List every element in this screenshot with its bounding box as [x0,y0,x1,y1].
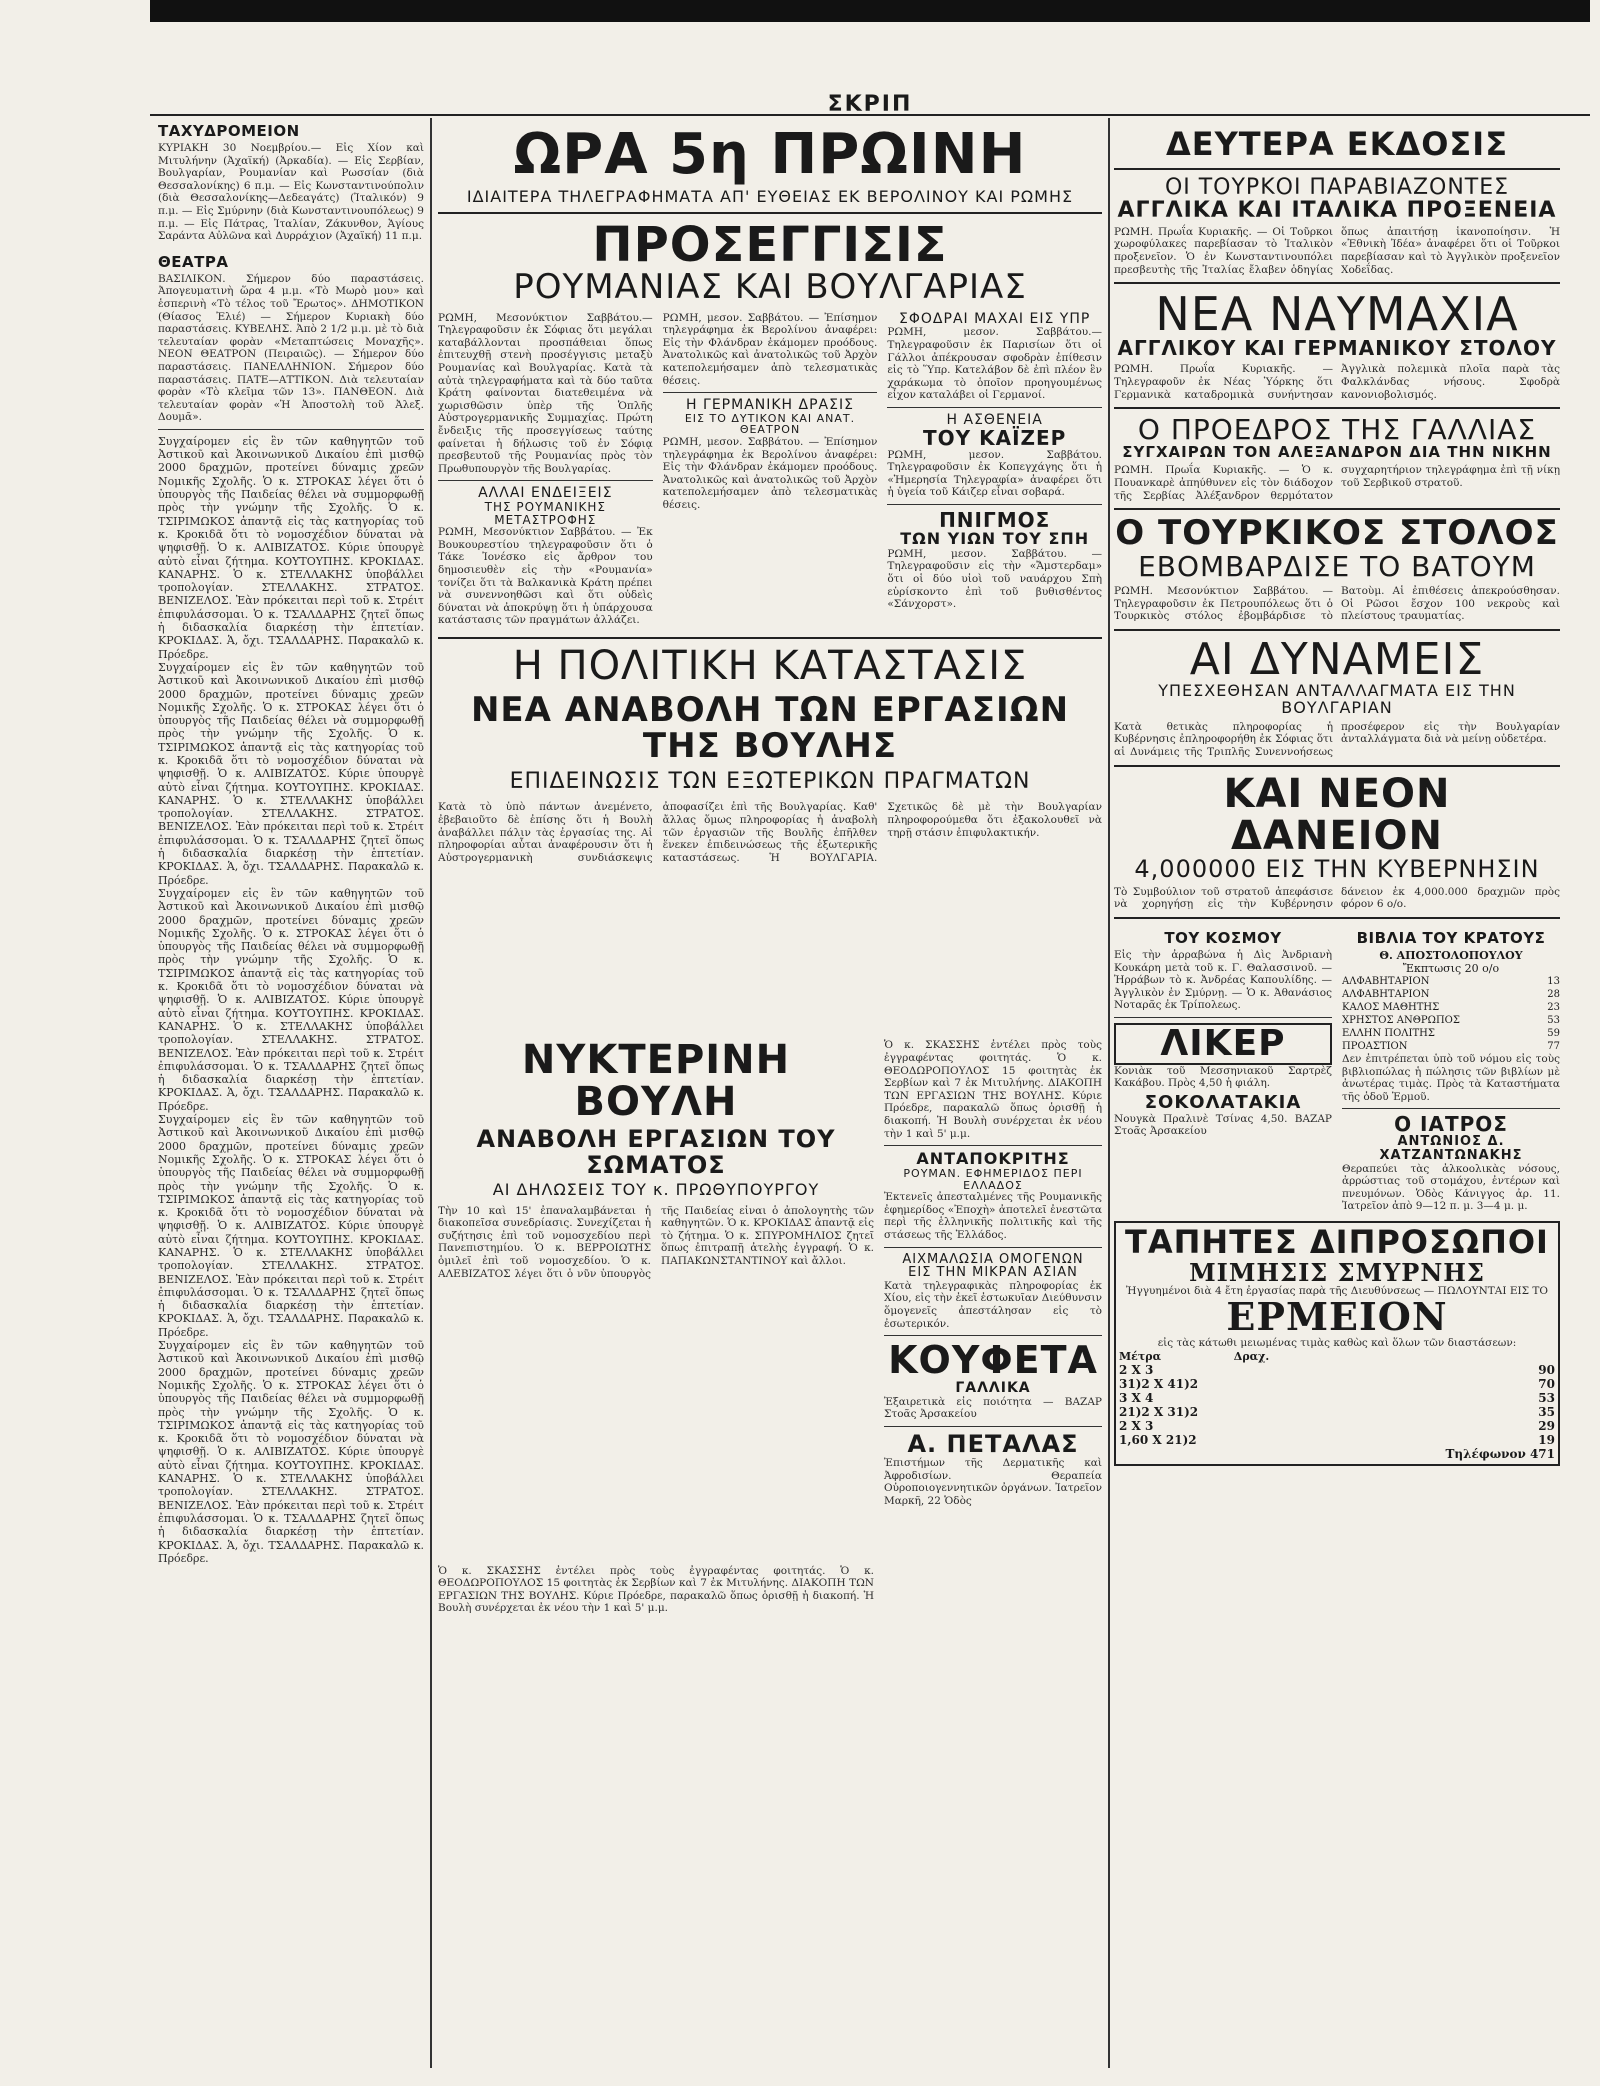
article-rapprochement: ΡΩΜΗ, Μεσονύκτιον Σαββάτου.—Τηλεγραφοῦσιν ἐκ Σόφιας ὅτι μεγάλαι καταβάλλονται προσπάθειαι ὅπως ἐπιτευχθῇ στενὴ προσέγγισις μεταξὺ Ρουμανίας καὶ Βουλγαρίας. Κατὰ τὰ αὐτὰ τηλεγραφήματα καὶ τὰ δύο ταῦτα Κράτη φαίνονται διατεθειμένα νὰ χωρισθῶσιν ὑπὲρ τῆς Ὁπλῆς Αὐστρογερμανικῆς Συμμαχίας. Πρώτη ἔνδειξις τῆς προσεγγίσεως ταύτης φαίνεται ἡ δήλωσις τοῦ ἐν Σόφιᾳ πρεσβευτοῦ τῆς Ρουμανίας πρὸς τὸν Πρωθυπουργὸν τῆς Βουλγαρίας. [438,311,653,475]
parliament-debate-text-repeat: Συγχαίρομεν εἰς ἓν τῶν καθηγητῶν τοῦ Ἀστικοῦ καὶ Ἀκοινωνικοῦ Δικαίου ἐπὶ μισθῷ 2000 δραχμῶν, προτείνει δύναμις χρεῶν Νομικῆς Σχολῆς. Ὁ κ. ΣΤΡΟΚΑΣ λέγει ὅτι ὁ ὑπουργὸς τῆς Παιδείας θέλει νὰ συμμορφωθῇ πρὸς τὴν γνώμην τῆς Σχολῆς. Ὁ κ. ΤΣΙΡΙΜΩΚΟΣ ἀπαντᾷ εἰς τὰς κατηγορίας τοῦ κ. Κροκιδᾶ ὅτι τὸ νομοσχέδιον δύναται νὰ ψηφισθῇ. Ὁ κ. ΑΛΙΒΙΖΑΤΟΣ. Κύριε ὑπουργὲ αὐτὸ εἶναι ζήτημα. ΚΟΥΤΟΥΠΗΣ. ΚΡΟΚΙΔΑΣ. ΚΑΝΑΡΗΣ. Ὁ κ. ΣΤΕΛΛΑΚΗΣ ὑποβάλλει τροπολογίαν. ΣΤΕΛΛΑΚΗΣ. ΣΤΡΑΤΟΣ. ΒΕΝΙΖΕΛΟΣ. Ἐὰν πρόκειται περὶ τοῦ κ. Στρέιτ ἐπιφυλάσσομαι. Ὁ κ. ΤΣΑΛΔΑΡΗΣ ζητεῖ ὅπως ἡ διδασκαλία διαρκέσῃ τὴν ἑπτετίαν. ΚΡΟΚΙΔΑΣ. Ἁ, ὄχι. ΤΣΑΛΔΑΡΗΣ. Παρακαλῶ κ. Πρόεδρε. [158,1339,424,1565]
article-night-session-continued: Ὁ κ. ΣΚΑΣΣΗΣ ἐντέλει πρὸς τοὺς ἐγγραφέντας φοιτητάς. Ὁ κ. ΘΕΟΔΩΡΟΠΟΥΛΟΣ 15 φοιτητὰς ἐκ Σερβίων καὶ 7 ἐκ Μιτυλήνης. ΔΙΑΚΟΠΗ ΤΩΝ ΕΡΓΑΣΙΩΝ ΤΗΣ ΒΟΥΛΗΣ. Κύριε Πρόεδρε, παρακαλῶ ὅπως ὁρισθῇ ἡ διακοπή. Ἡ Βουλὴ συνέρχεται ἐκ νέου τὴν 1 καὶ 5' μ.μ. [438,1564,874,1615]
post-text: ΚΥΡΙΑΚΗ 30 Νοεμβρίου.— Εἰς Χίον καὶ Μιτυλήνην (Ἀχαϊκή) (Ἀρκαδία). — Εἰς Σερβίαν, Βουλγαρίαν, Ρουμανίαν καὶ Ρωσσίαν (διὰ Θεσσαλονίκης) 6 π.μ. — Εἰς Κωνσταντινούπολιν (διὰ Θεσσαλονίκης—Δεδεαγάτς) (Ἰταλικόν) 9 π.μ. — Εἰς Σμύρνην (διὰ Κωνσταντινουπόλεως) 9 π.μ. — Εἰς Πάτρας, Ἰταλίαν, Ζάκυνθον, Ἁγίους Σαράντα Αὐλῶνα καὶ Δυρράχιον (Ἀχαϊκή) 11 π.μ. [158,142,424,243]
book-row [1342,975,1560,988]
headline-rapprochement: ΠΡΟΣΕΓΓΙΣΙΣ [592,216,948,273]
divider [438,480,653,481]
price-row [1119,1363,1555,1377]
phone-number: Τηλέφωνον 471 [1445,1446,1555,1461]
books-title: ΒΙΒΛΙΑ ΤΟΥ ΚΡΑΤΟΥΣ [1356,928,1546,947]
captivity-subtitle: ΕΙΣ ΤΗΝ ΜΙΚΡΑΝ ΑΣΙΑΝ [908,1265,1078,1281]
divider [1114,629,1560,631]
article-illness: ΡΩΜΗ, μεσον. Σαββάτου. Τηλεγραφοῦσιν ἐκ Κοπεγχάγης ὅτι ἡ «Ἡμερησία Τηλεγραφία» ἀναφέρει ὅτι ἡ ὑγεία τοῦ Κάιζερ εἶναι σοβαρά. [887,448,1102,499]
rug-size: 2 Χ 3 [1119,1418,1154,1433]
ad-koufeta-title: ΚΟΥΦΕΤΑ [888,1338,1098,1383]
price-header: Μέτρα Δραχ. [1119,1349,1270,1363]
ad-chocolates-title: ΣΟΚΟΛΑΤΑΚΙΑ [1144,1091,1302,1113]
book-name: ΠΡΟΑΣΤΙΟΝ [1342,1040,1408,1052]
column-right [1114,118,1560,2078]
ad-petalas-title: Α. ΠΕΤΑΛΑΣ [907,1429,1079,1458]
headline-powers: ΑΙ ΔΥΝΑΜΕΙΣ [1189,634,1485,686]
book-name: ΑΛΦΑΒΗΤΑΡΙΟΝ [1342,975,1430,987]
rug-price: 35 [1538,1404,1555,1419]
headline-french-president: Ο ΠΡΟΕΔΡΟΣ ΤΗΣ ΓΑΛΛΙΑΣ [1137,413,1537,447]
parliament-debate-text-repeat: Συγχαίρομεν εἰς ἓν τῶν καθηγητῶν τοῦ Ἀστικοῦ καὶ Ἀκοινωνικοῦ Δικαίου ἐπὶ μισθῷ 2000 δραχμῶν, προτείνει δύναμις χρεῶν Νομικῆς Σχολῆς. Ὁ κ. ΣΤΡΟΚΑΣ λέγει ὅτι ὁ ὑπουργὸς τῆς Παιδείας θέλει νὰ συμμορφωθῇ πρὸς τὴν γνώμην τῆς Σχολῆς. Ὁ κ. ΤΣΙΡΙΜΩΚΟΣ ἀπαντᾷ εἰς τὰς κατηγορίας τοῦ κ. Κροκιδᾶ ὅτι τὸ νομοσχέδιον δύναται νὰ ψηφισθῇ. Ὁ κ. ΑΛΙΒΙΖΑΤΟΣ. Κύριε ὑπουργὲ αὐτὸ εἶναι ζήτημα. ΚΟΥΤΟΥΠΗΣ. ΚΡΟΚΙΔΑΣ. ΚΑΝΑΡΗΣ. Ὁ κ. ΣΤΕΛΛΑΚΗΣ ὑποβάλλει τροπολογίαν. ΣΤΕΛΛΑΚΗΣ. ΣΤΡΑΤΟΣ. ΒΕΝΙΖΕΛΟΣ. Ἐὰν πρόκειται περὶ τοῦ κ. Στρέιτ ἐπιφυλάσσομαι. Ὁ κ. ΤΣΑΛΔΑΡΗΣ ζητεῖ ὅπως ἡ διδασκαλία διαρκέσῃ τὴν ἑπτετίαν. ΚΡΟΚΙΔΑΣ. Ἁ, ὄχι. ΤΣΑΛΔΑΡΗΣ. Παρακαλῶ κ. Πρόεδρε. [158,660,424,887]
illness-title: Η ΑΣΘΕΝΕΙΑ [946,411,1043,428]
column-center [438,118,1102,2078]
divider [1114,917,1560,919]
divider [1342,1108,1560,1109]
divider [1114,407,1560,409]
divider [887,407,1102,408]
rug-price: 19 [1538,1432,1555,1447]
headline-foreign-affairs: ΕΠΙΔΕΙΝΩΣΙΣ ΤΩΝ ΕΞΩΤΕΡΙΚΩΝ ΠΡΑΓΜΑΤΩΝ [509,769,1031,795]
book-price: 53 [1547,1014,1560,1026]
illness-subtitle: ΤΟΥ ΚΑΪΖΕΡ [923,425,1067,450]
society-title: ΤΟΥ ΚΟΣΜΟΥ [1164,928,1282,947]
article-captivity: Κατὰ τηλεγραφικὰς πληροφορίας ἐκ Χίου, εἰς τὴν ἐκεῖ ἐστωκυῖαν Διεύθυνσιν ὅμογενεῖς ἀπεστάλησαν εἰς τὸ ἐσωτερικόν. [884,1279,1102,1330]
divider [884,1145,1102,1146]
book-row [1342,1014,1560,1027]
headline-congratulates: ΣΥΓΧΑΙΡΩΝ ΤΟΝ ΑΛΕΞΑΝΔΡΟΝ ΔΙΑ ΤΗΝ ΝΙΚΗΝ [1122,442,1552,461]
drowning-subtitle: ΤΩΝ ΥΙΩΝ ΤΟΥ ΣΠΗ [900,528,1090,548]
divider [1114,508,1560,510]
books-list [1342,975,1560,1053]
ad-rugs-note: Ἠγγυημένοι διὰ 4 ἔτη ἐργασίας παρὰ τῆς Διευθύνσεως — ΠΩΛΟΥΝΤΑΙ ΕΙΣ ΤΟ [1125,1284,1549,1297]
article-french-president: ΡΩΜΗ. Πρωΐα Κυριακῆς. — Ὁ κ. Πουανκαρὲ ἀπηύθυνεν εἰς τὸν διάδοχον τῆς Σερβίας Ἀλέξανδρον θερμότατον συγχαρητήριον τηλεγράφημα ἐπὶ τῇ νίκῃ τοῦ Σερβικοῦ στρατοῦ. [1114,464,1560,502]
rug-size: 31)2 Χ 41)2 [1119,1376,1199,1391]
article-german-action: ΡΩΜΗ, μεσον. Σαββάτου. — Ἐπίσημον τηλεγράφημα ἐκ Βερολίνου ἀναφέρει: Εἰς τὴν Φλάνδραν ἐκάμομεν προόδους. Ἀνατολικῶς καὶ ἀνατολικῶς τοῦ Ἀρχὸν κατεπολεμήσαμεν ἀπὸ τελεσματικὰς θέσεις. [662,436,878,511]
article-political-situation: Κατὰ τὸ ὑπὸ πάντων ἀνεμένετο, ἐβεβαιοῦτο δὲ ἐπίσης ὅτι ἡ Βουλὴ ἀναβάλλει πάλιν τὰς ἐργασίας της. Αἱ πληροφορίαι αὗται ἀναφέρουσιν ὅτι ἡ Αὐστρογερμανικὴ συνδιάσκεψις ἀποφασίζει ἐπὶ τῆς Βουλγαρίας. Καθ' ἄλλας ὅμως πληροφορίας ἡ ἀναβολὴ τῶν ἐργασιῶν τῆς Βουλῆς ἐπῆλθεν ἕνεκεν ἐπιδεινώσεως τῆς ἐξωτερικῆς καταστάσεως. Ἡ ΒΟΥΛΓΑΡΙΑ. Σχετικῶς δὲ μὲ τὴν Βουλγαρίαν πληροφορούμεθα ὅτι ἐξακολουθεῖ νὰ τηρῇ στάσιν ἐπιφυλακτικήν. [438,801,1102,864]
divider [438,212,1102,214]
parliament-debate-text-repeat: Συγχαίρομεν εἰς ἓν τῶν καθηγητῶν τοῦ Ἀστικοῦ καὶ Ἀκοινωνικοῦ Δικαίου ἐπὶ μισθῷ 2000 δραχμῶν, προτείνει δύναμις χρεῶν Νομικῆς Σχολῆς. Ὁ κ. ΣΤΡΟΚΑΣ λέγει ὅτι ὁ ὑπουργὸς τῆς Παιδείας θέλει νὰ συμμορφωθῇ πρὸς τὴν γνώμην τῆς Σχολῆς. Ὁ κ. ΤΣΙΡΙΜΩΚΟΣ ἀπαντᾷ εἰς τὰς κατηγορίας τοῦ κ. Κροκιδᾶ ὅτι τὸ νομοσχέδιον δύναται νὰ ψηφισθῇ. Ὁ κ. ΑΛΙΒΙΖΑΤΟΣ. Κύριε ὑπουργὲ αὐτὸ εἶναι ζήτημα. ΚΟΥΤΟΥΠΗΣ. ΚΡΟΚΙΔΑΣ. ΚΑΝΑΡΗΣ. Ὁ κ. ΣΤΕΛΛΑΚΗΣ ὑποβάλλει τροπολογίαν. ΣΤΕΛΛΑΚΗΣ. ΣΤΡΑΤΟΣ. ΒΕΝΙΖΕΛΟΣ. Ἐὰν πρόκειται περὶ τοῦ κ. Στρέιτ ἐπιφυλάσσομαι. Ὁ κ. ΤΣΑΛΔΑΡΗΣ ζητεῖ ὅπως ἡ διδασκαλία διαρκέσῃ τὴν ἑπτετίαν. ΚΡΟΚΙΔΑΣ. Ἁ, ὄχι. ΤΣΑΛΔΑΡΗΣ. Παρακαλῶ κ. Πρόεδρε. [158,886,424,1113]
doctor-name: ΑΝΤΩΝΙΟΣ Δ. ΧΑΤΖΑΝΤΩΝΑΚΗΣ [1379,1134,1523,1163]
ad-petalas-text: Ἐπιστήμων τῆς Δερματικῆς καὶ Ἀφροδισίων. Θεραπεία Οὐροποιογεννητικῶν ὀργάνων. Ἰατρεῖον Μαρκῆ, 22 Ὁδὸς [884,1457,1102,1507]
headline-political-situation: Η ΠΟΛΙΤΙΚΗ ΚΑΤΑΣΤΑΣΙΣ [512,643,1028,690]
divider [438,637,1102,639]
masthead [150,92,1590,117]
divider [1114,168,1560,170]
other-signs-title: ΑΛΛΑΙ ΕΝΔΕΙΞΕΙΣ [478,485,613,502]
headline-turks-violating: ΟΙ ΤΟΥΡΚΟΙ ΠΑΡΑΒΙΑΖΟΝΤΕΣ [1164,174,1510,200]
price-list [1119,1363,1555,1447]
subhead-telegrams: ΙΔΙΑΙΤΕΡΑ ΤΗΛΕΓΡΑΦΗΜΑΤΑ ΑΠ' ΕΥΘΕΙΑΣ ΕΚ ΒΕΡΟΛΙΝΟΥ ΚΑΙ ΡΩΜΗΣ [466,186,1074,206]
article-turkish-fleet: ΡΩΜΗ. Μεσονύκτιον Σαββάτου. — Τηλεγραφοῦσιν ἐκ Πετρουπόλεως ὅτι ὁ Τουρκικὸς στόλος ἐβομβάρδισε τὸ Βατοὺμ. Αἱ ἐπιθέσεις ἀπεκρούσθησαν. Οἱ Ρῶσοι ἔσχον 100 νεκροὺς καὶ πλείστους τραυματίας. [1114,585,1560,623]
top-black-bar [150,0,1590,22]
headline-session-postponed: ΑΝΑΒΟΛΗ ΕΡΓΑΣΙΩΝ ΤΟΥ ΣΩΜΑΤΟΣ [476,1125,836,1179]
parliament-debate-text-repeat: Συγχαίρομεν εἰς ἓν τῶν καθηγητῶν τοῦ Ἀστικοῦ καὶ Ἀκοινωνικοῦ Δικαίου ἐπὶ μισθῷ 2000 δραχμῶν, προτείνει δύναμις χρεῶν Νομικῆς Σχολῆς. Ὁ κ. ΣΤΡΟΚΑΣ λέγει ὅτι ὁ ὑπουργὸς τῆς Παιδείας θέλει νὰ συμμορφωθῇ πρὸς τὴν γνώμην τῆς Σχολῆς. Ὁ κ. ΤΣΙΡΙΜΩΚΟΣ ἀπαντᾷ εἰς τὰς κατηγορίας τοῦ κ. Κροκιδᾶ ὅτι τὸ νομοσχέδιον δύναται νὰ ψηφισθῇ. Ὁ κ. ΑΛΙΒΙΖΑΤΟΣ. Κύριε ὑπουργὲ αὐτὸ εἶναι ζήτημα. ΚΟΥΤΟΥΠΗΣ. ΚΡΟΚΙΔΑΣ. ΚΑΝΑΡΗΣ. Ὁ κ. ΣΤΕΛΛΑΚΗΣ ὑποβάλλει τροπολογίαν. ΣΤΕΛΛΑΚΗΣ. ΣΤΡΑΤΟΣ. ΒΕΝΙΖΕΛΟΣ. Ἐὰν πρόκειται περὶ τοῦ κ. Στρέιτ ἐπιφυλάσσομαι. Ὁ κ. ΤΣΑΛΔΑΡΗΣ ζητεῖ ὅπως ἡ διδασκαλία διαρκέσῃ τὴν ἑπτετίαν. ΚΡΟΚΙΔΑΣ. Ἁ, ὄχι. ΤΣΑΛΔΑΡΗΣ. Παρακαλῶ κ. Πρόεδρε. [158,1113,424,1339]
rug-price: 70 [1538,1376,1555,1391]
headline-naval-battle: ΝΕΑ ΝΑΥΜΑΧΙΑ [1155,287,1519,342]
article-night-session: Τὴν 10 καὶ 15' ἐπαναλαμβάνεται ἡ διακοπεῖσα συνεδρίασις. Συνεχίζεται ἡ συζήτησις ἐπὶ τοῦ νομοσχεδίου περὶ Πανεπιστημίου. Ὁ κ. ΒΕΡΡΟΙΩΤΗΣ ὁμιλεῖ ἐπὶ τοῦ νομοσχεδίου. Ὁ κ. ΑΛΕΒΙΖΑΤΟΣ λέγει ὅτι ὁ νῦν ὑπουργὸς τῆς Παιδείας εἶναι ὁ ἀπολογητὴς τῶν καθηγητῶν. Ὁ κ. ΚΡΟΚΙΔΑΣ ἀπαντᾷ εἰς τὸ ζήτημα. Ὁ κ. ΣΠΥΡΟΜΗΛΙΟΣ ζητεῖ ὅπως ἐπιτραπῇ ἀτελὴς ἐγγραφή. Ὁ κ. ΠΑΠΑΚΩΝΣΤΑΝΤΙΝΟΥ καὶ ἄλλοι. [438,1204,874,1280]
book-name: ΚΑΛΟΣ ΜΑΘΗΤΗΣ [1342,1001,1440,1013]
price-row [1119,1433,1555,1447]
other-signs-subtitle: ΤΗΣ ΡΟΥΜΑΝΙΚΗΣ ΜΕΤΑΣΤΡΟΦΗΣ [484,500,606,527]
post-title: ΤΑΧΥΔΡΟΜΕΙΟΝ [158,122,300,140]
german-action-title: Η ΓΕΡΜΑΝΙΚΗ ΔΡΑΣΙΣ [686,397,854,414]
article-correspondent: Ἐκτενεῖς ἀπεσταλμένες τῆς Ρουμανικῆς ἐφημερίδος «Ἐποχὴ» ἀποτελεῖ ἐνεστῶτα περὶ τῆς ἑλληνικῆς πολιτικῆς καὶ τῆς στάσεως τῆς Ἑλλάδος. [884,1191,1102,1241]
ad-liker-text: Κονιὰκ τοῦ Μεσσηνιακοῦ Σαρτρὲζ Κακάβου. Πρὸς 4,50 ἡ φιάλη. [1114,1064,1332,1090]
column-left [158,118,424,2078]
doctor-title: Ο ΙΑΤΡΟΣ [1394,1112,1508,1137]
headline-fleets: ΑΓΓΛΙΚΟΥ ΚΑΙ ΓΕΡΜΑΝΙΚΟΥ ΣΤΟΛΟΥ [1117,336,1557,361]
headline-new-loan: ΚΑΙ ΝΕΟΝ ΔΑΝΕΙΟΝ [1223,770,1451,859]
article-session-end: Ὁ κ. ΣΚΑΣΣΗΣ ἐντέλει πρὸς τοὺς ἐγγραφέντας φοιτητάς. Ὁ κ. ΘΕΟΔΩΡΟΠΟΥΛΟΣ 15 φοιτητὰς ἐκ Σερβίων καὶ 7 ἐκ Μιτυλήνης. ΔΙΑΚΟΠΗ ΤΩΝ ΕΡΓΑΣΙΩΝ ΤΗΣ ΒΟΥΛΗΣ. Κύριε Πρόεδρε, παρακαλῶ ὅπως ὁρισθῇ ἡ διακοπή. Ἡ Βουλὴ συνέρχεται ἐκ νέου τὴν 1 καὶ 5' μ.μ. [884,1039,1102,1140]
parliament-debate-text: Συγχαίρομεν εἰς ἓν τῶν καθηγητῶν τοῦ Ἀστικοῦ καὶ Ἀκοινωνικοῦ Δικαίου ἐπὶ μισθῷ 2000 δραχμῶν, προτείνει δύναμις χρεῶν Νομικῆς Σχολῆς. Ὁ κ. ΣΤΡΟΚΑΣ λέγει ὅτι ὁ ὑπουργὸς τῆς Παιδείας θέλει νὰ συμμορφωθῇ πρὸς τὴν γνώμην τῆς Σχολῆς. Ὁ κ. ΤΣΙΡΙΜΩΚΟΣ ἀπαντᾷ εἰς τὰς κατηγορίας τοῦ κ. Κροκιδᾶ ὅτι τὸ νομοσχέδιον δύναται νὰ ψηφισθῇ. Ὁ κ. ΑΛΙΒΙΖΑΤΟΣ. Κύριε ὑπουργὲ αὐτὸ εἶναι ζήτημα. ΚΟΥΤΟΥΠΗΣ. ΚΡΟΚΙΔΑΣ. ΚΑΝΑΡΗΣ. Ὁ κ. ΣΤΕΛΛΑΚΗΣ ὑποβάλλει τροπολογίαν. ΣΤΕΛΛΑΚΗΣ. ΣΤΡΑΤΟΣ. ΒΕΝΙΖΕΛΟΣ. Ἐὰν πρόκειται περὶ τοῦ κ. Στρέιτ ἐπιφυλάσσομαι. Ὁ κ. ΤΣΑΛΔΑΡΗΣ ζητεῖ ὅπως ἡ διδασκαλία διαρκέσῃ τὴν ἑπτετίαν. ΚΡΟΚΙΔΑΣ. Ἁ, ὄχι. ΤΣΑΛΔΑΡΗΣ. Παρακαλῶ κ. Πρόεδρε. [158,434,424,661]
headline-loan-amount: 4,000000 ΕΙΣ ΤΗΝ ΚΥΒΕΡΝΗΣΙΝ [1134,854,1540,883]
divider [1114,282,1560,284]
ad-rugs-title: ΤΑΠΗΤΕΣ ΔΙΠΡΟΣΩΠΟΙ [1125,1222,1549,1261]
theatre-text: ΒΑΣΙΛΙΚΟΝ. Σήμερον δύο παραστάσεις. Ἀπογευματινὴ ὥρα 4 μ.μ. «Τὸ Μωρὸ μου» καὶ ἑσπερινὴ «Τὸ τέλος τοῦ Ἔρωτος». ΔΗΜΟΤΙΚΟΝ (Θίασος Ἐλιέ) — Σήμερον Κυριακὴ δύο παραστάσεις. ΚΥΒΕΛΗΣ. Ἀπὸ 2 1/2 μ.μ. μὲ τὸ διὰ τελευταίαν φορὰν «Μεταπτώσεις Μοναχῆς». ΝΕΟΝ ΘΕΑΤΡΟΝ (Πειραιῶς). — Σήμερον δύο παραστάσεις. ΠΑΝΕΛΛΗΝΙΟΝ. Σήμερον δύο παραστάσεις. ΠΑΤΕ—ΑΤΤΙΚΟΝ. Διὰ τελευταίαν φορὰν «Τὸ κλεῖμα τῶν 13». ΠΑΝΘΕΟΝ. Διὰ τελευταίαν φορὰν «Ἡ Ἀποστολὴ τοῦ Ἀλεξ. Δουμᾶ». [158,272,424,424]
article-consulates: ΡΩΜΗ. Πρωΐα Κυριακῆς. — Οἱ Τοῦρκοι χωροφύλακες παρεβίασαν τὸ Ἰταλικὸν προξενεῖον. Ὁ ἐν Κωνσταντινουπόλει πρεσβευτὴς τῆς Ἰταλίας ἔλαβεν ὁδηγίας ὅπως ἀπαιτήσῃ ἱκανοποίησιν. Ἡ «Ἐθνικὴ Ἰδέα» ἀναφέρει ὅτι οἱ Τοῦρκοι παρεβίασαν καὶ τὸ Ἀγγλικὸν προξενεῖον Χοδεΐδας. [1114,225,1560,276]
book-price: 23 [1547,1001,1560,1013]
article-drowning: ΡΩΜΗ, μεσον. Σαββάτου. —Τηλεγραφοῦσιν εἰς τὴν «Ἄμστερδαμ» ὅτι οἱ δύο υἱοὶ τοῦ ναυάρχου Σπὴ εὑρίσκοντο ἐπὶ τοῦ βυθισθέντος «Σάνχορστ». [887,547,1102,611]
fight-title: ΣΦΟΔΡΑΙ ΜΑΧΑΙ ΕΙΣ ΥΠΡ [899,310,1091,327]
headline-turkish-fleet: Ο ΤΟΥΡΚΙΚΟΣ ΣΤΟΛΟΣ [1115,513,1559,554]
article-powers: Κατὰ θετικὰς πληροφορίας ἡ Κυβέρνησις ἐπληροφορήθη ἐκ Σόφιας ὅτι αἱ Δυνάμεις τῆς Τριπλῆς Συνεννοήσεως προσέφερον εἰς τὴν Βουλγαρίαν ἀνταλλάγματα διὰ νὰ μείνῃ οὐδετέρα. [1114,720,1560,758]
ad-chocolates-text: Νουγκὰ Πραλινὲ Τσίνας 4,50. ΒΑΖΑΡ Στοᾶς Ἀρσακείου [1114,1112,1332,1138]
doctor-text: Θεραπεύει τὰς ἀλκοολικὰς νόσους, ἀρρώστιας τοῦ στομάχου, ἐντέρων καὶ πνευμόνων. Ὁδὸς Κάνιγγος ἀρ. 11. Ἰατρεῖον ἀπὸ 9—12 π. μ. 3—4 μ. μ. [1342,1162,1560,1213]
headline-pm-statements: ΑΙ ΔΗΛΩΣΕΙΣ ΤΟΥ κ. ΠΡΩΘΥΠΟΥΡΓΟΥ [492,1179,820,1199]
book-price: 13 [1547,975,1560,987]
book-price: 77 [1547,1040,1560,1052]
book-name: ΑΛΦΑΒΗΤΑΡΙΟΝ [1342,988,1430,1000]
society-text: Εἰς τὴν ἀρραβώνα ἡ Δὶς Ἀνδριανὴ Κουκάρη μετὰ τοῦ κ. Γ. Θαλασσινοῦ. — Ἠρράβων τὸ κ. Ἀνδρέας Καπουλίδης. — Ἀγγλικὸν ἐν Σμύρνῃ. — Ὁ κ. Ἀθανάσιος Νοταρᾶς ἐκ Τρίπολεως. [1114,948,1332,1012]
correspondent-subtitle: ΡΟΥΜΑΝ. ΕΦΗΜΕΡΙΔΟΣ ΠΕΡΙ ΕΛΛΑΔΟΣ [903,1167,1083,1192]
article-fight: ΡΩΜΗ, μεσον. Σαββάτου.—Τηλεγραφοῦσιν ἐκ Παρισίων ὅτι οἱ Γάλλοι ἀπέκρουσαν σφοδρὰν ἐπίθεσιν εἰς τὸ Ὕπρ. Κατελάβον δὲ ἐπὶ πλέον ἓν χαράκωμα τὸ ὁποῖον προηγουμένως εἶχον καταλάβει οἱ Γερμανοί. [887,326,1102,402]
ad-hermeion-title: ΕΡΜΕΙΟΝ [1226,1294,1448,1340]
rug-size: 1,60 Χ 21)2 [1119,1432,1197,1447]
divider [1114,765,1560,767]
correspondent-title: ΑΝΤΑΠΟΚΡΙΤΗΣ [916,1149,1070,1169]
article-other-signs: ΡΩΜΗ, Μεσονύκτιον Σαββάτου. — Ἐκ Βουκουρεστίου τηλεγραφοῦσιν ὅτι ὁ Τάκε Ἰονέσκο εἰς ἄρθρον του δημοσιευθὲν εἰς τὴν «Ρουμανία» τονίζει ὅτι τὰ Βαλκανικὰ Κράτη πρέπει νὰ συνεννοηθῶσι καὶ ὅτι οὐδεὶς δύναται νὰ ἀποκρύψῃ ὅτι ἡ ὑπάρχουσα κατάστασις τῶν πραγμάτων ἀλλάζει. [438,526,653,627]
books-discount: Ἔκπτωσις 20 ο/ο [1402,961,1500,975]
divider [884,1247,1102,1248]
headline-new-postponement: ΝΕΑ ΑΝΑΒΟΛΗ ΤΩΝ ΕΡΓΑΣΙΩΝ ΤΗΣ ΒΟΥΛΗΣ [470,690,1070,766]
price-row [1119,1377,1555,1391]
german-action-subtitle: ΕΙΣ ΤΟ ΔΥΤΙΚΟΝ ΚΑΙ ΑΝΑΤ. ΘΕΑΤΡΟΝ [684,411,856,437]
book-row [1342,1040,1560,1053]
column-rule [430,118,432,2068]
book-price: 59 [1547,1027,1560,1039]
divider [663,392,878,393]
rug-size: 2 Χ 3 [1119,1362,1154,1377]
headline-5am: ΩΡΑ 5η ΠΡΩΙΝΗ [513,122,1027,187]
books-text: Δεν ἐπιτρέπεται ὑπὸ τοῦ νόμου εἰς τοὺς βιβλιοπώλας ἡ πώλησις τῶν βιβλίων μὲ ἀνωτέρας τιμὰς. Πρὸς τὰ Καταστήματα τῆς ὁδοῦ Ἑρμοῦ. [1342,1052,1560,1103]
column-rule [1108,118,1110,2068]
headline-compensations: ΥΠΕΣΧΕΘΗΣΑΝ ΑΝΤΑΛΛΑΓΜΑΤΑ ΕΙΣ ΤΗΝ ΒΟΥΛΓΑΡΙΑΝ [1158,681,1516,717]
rug-price: 90 [1538,1362,1555,1377]
book-price: 28 [1547,988,1560,1000]
rug-size: 3 Χ 4 [1119,1390,1154,1405]
divider [884,1426,1102,1427]
rug-size: 21)2 Χ 31)2 [1119,1404,1199,1419]
divider [158,429,424,430]
headline-night-session: ΝΥΚΤΕΡΙΝΗ ΒΟΥΛΗ [521,1037,791,1126]
headline-consulates: ΑΓΓΛΙΚΑ ΚΑΙ ΙΤΑΛΙΚΑ ΠΡΟΞΕΝΕΙΑ [1117,197,1557,223]
book-name: ΕΛΛΗΝ ΠΟΛΙΤΗΣ [1342,1027,1435,1039]
captivity-title: ΑΙΧΜΑΛΩΣΙΑ ΟΜΟΓΕΝΩΝ [902,1251,1084,1267]
rug-price: 29 [1538,1418,1555,1433]
book-row [1342,988,1560,1001]
divider [884,1335,1102,1336]
article-rapprochement-continued: ΡΩΜΗ, μεσον. Σαββάτου. — Ἐπίσημον τηλεγράφημα ἐκ Βερολίνου ἀναφέρει: Εἰς τὴν Φλάνδραν ἐκάμομεν προόδους. Ἀνατολικῶς καὶ ἀνατολικῶς τοῦ Ἀρχὸν κατεπολεμήσαμεν ἀπὸ τελεσματικὰς θέσεις. [662,311,878,387]
rug-price: 53 [1538,1390,1555,1405]
price-row [1119,1391,1555,1405]
ad-koufeta-subtitle: ΓΑΛΛΙΚΑ [955,1380,1031,1397]
book-name: ΧΡΗΣΤΟΣ ΑΝΘΡΩΠΟΣ [1342,1014,1460,1026]
theatre-title: ΘΕΑΤΡΑ [158,252,229,271]
article-naval-battle: ΡΩΜΗ. Πρωΐα Κυριακῆς. — Τηλεγραφοῦν ἐκ Νέας Ὑόρκης ὅτι Γερμανικὰ καταδρομικὰ συνήντησαν Ἀγγλικὰ πολεμικὰ πλοῖα παρὰ τὰς Φαλκλάνδας νήσους. Σφοδρὰ κανονιοβολισμός. [1114,363,1560,401]
headline-batoum: ΕΒΟΜΒΑΡΔΙΣΕ ΤΟ ΒΑΤΟΥΜ [1138,549,1536,583]
books-publisher: Θ. ΑΠΟΣΤΟΛΟΠΟΥΛΟΥ [1379,948,1523,962]
ad-koufeta-text: Ἐξαιρετικὰ εἰς ποιότητα — ΒΑΖΑΡ Στοᾶς Ἀρσακείου [884,1395,1102,1421]
article-loan: Τὸ Συμβούλιον τοῦ στρατοῦ ἀπεφάσισε νὰ χορηγήσῃ εἰς τὴν Κυβέρνησιν δάνειον ἐκ 4,000.000 δραχμῶν πρὸς φόρον 6 ο/ο. [1114,885,1560,911]
ad-hermeion-note: εἰς τὰς κάτωθι μειωμένας τιμὰς καθὼς καὶ ὅλων τῶν διαστάσεων: [1157,1337,1517,1350]
headline-romania-bulgaria: ΡΟΥΜΑΝΙΑΣ ΚΑΙ ΒΟΥΛΓΑΡΙΑΣ [513,266,1027,307]
divider [1114,1017,1332,1018]
divider [887,504,1102,505]
price-row [1119,1419,1555,1433]
ad-liker-title: ΛΙΚΕΡ [1114,1023,1332,1065]
headline-second-edition: ΔΕΥΤΕΡΑ ΕΚΔΟΣΙΣ [1165,125,1509,163]
masthead-title: ΣΚΡΙΠ [827,92,913,117]
book-row [1342,1001,1560,1014]
book-row [1342,1027,1560,1040]
drowning-title: ΠΝΙΓΜΟΣ [939,507,1051,532]
ad-rugs-subtitle: ΜΙΜΗΣΙΣ ΣΜΥΡΝΗΣ [1189,1257,1485,1287]
price-row [1119,1405,1555,1419]
